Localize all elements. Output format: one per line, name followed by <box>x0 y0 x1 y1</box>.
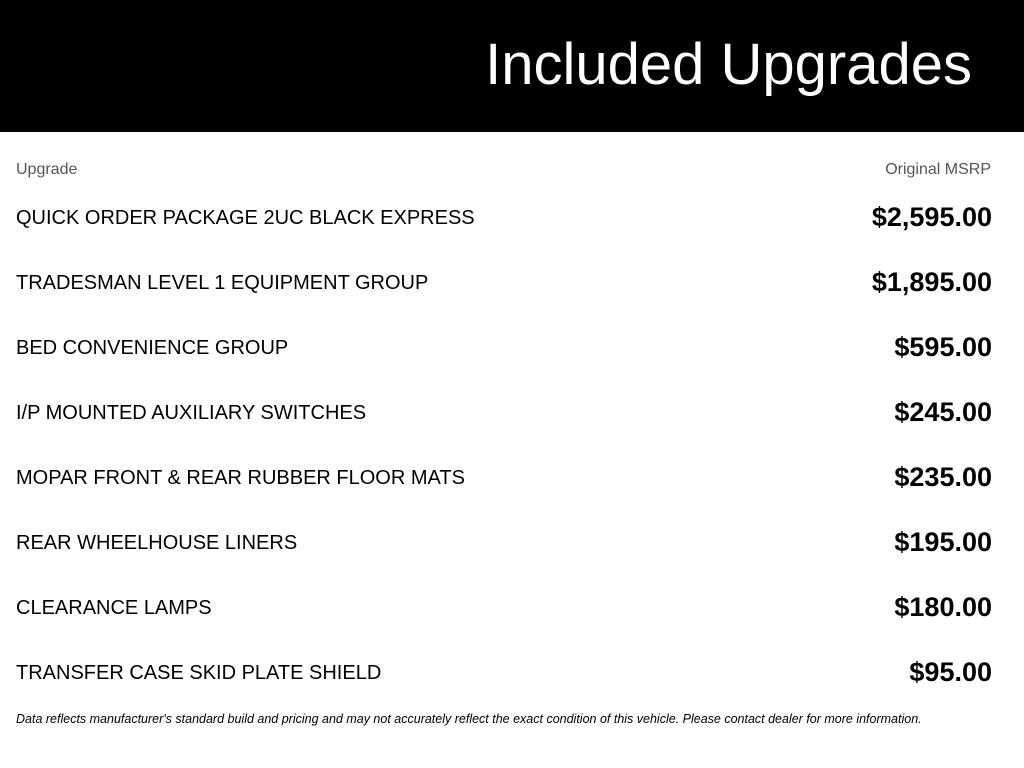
column-header-upgrade: Upgrade <box>16 161 78 178</box>
table-row <box>16 588 992 628</box>
table-row <box>16 328 992 368</box>
header-banner <box>0 0 1024 132</box>
upgrade-name: QUICK ORDER PACKAGE 2UC BLACK EXPRESS <box>16 207 475 229</box>
disclaimer-text: Data reflects manufacturer's standard build and pricing and may not accurately reflect the exact condition of this vehicle. Please contact dealer for more information. <box>16 712 922 726</box>
upgrade-name: CLEARANCE LAMPS <box>16 597 212 619</box>
upgrade-name: I/P MOUNTED AUXILIARY SWITCHES <box>16 402 367 424</box>
upgrade-price: $595.00 <box>894 332 992 362</box>
table-row <box>16 523 992 563</box>
page-title: Included Upgrades <box>485 32 972 97</box>
upgrade-price: $195.00 <box>894 527 992 557</box>
upgrade-name: TRADESMAN LEVEL 1 EQUIPMENT GROUP <box>16 272 429 294</box>
upgrade-price: $2,595.00 <box>871 202 992 232</box>
table-row <box>16 198 992 238</box>
upgrade-price: $235.00 <box>894 462 992 492</box>
table-row <box>16 458 992 498</box>
upgrade-name: TRANSFER CASE SKID PLATE SHIELD <box>16 662 382 684</box>
upgrade-name: REAR WHEELHOUSE LINERS <box>16 532 298 554</box>
upgrade-price: $245.00 <box>894 397 992 427</box>
column-header-msrp: Original MSRP <box>885 161 991 178</box>
upgrade-price: $95.00 <box>909 657 992 687</box>
upgrade-price: $180.00 <box>894 592 992 622</box>
table-row <box>16 653 992 693</box>
upgrade-price: $1,895.00 <box>871 267 992 297</box>
upgrade-name: BED CONVENIENCE GROUP <box>16 337 289 359</box>
table-row <box>16 393 992 433</box>
upgrade-name: MOPAR FRONT & REAR RUBBER FLOOR MATS <box>16 467 465 489</box>
table-row <box>16 263 992 303</box>
